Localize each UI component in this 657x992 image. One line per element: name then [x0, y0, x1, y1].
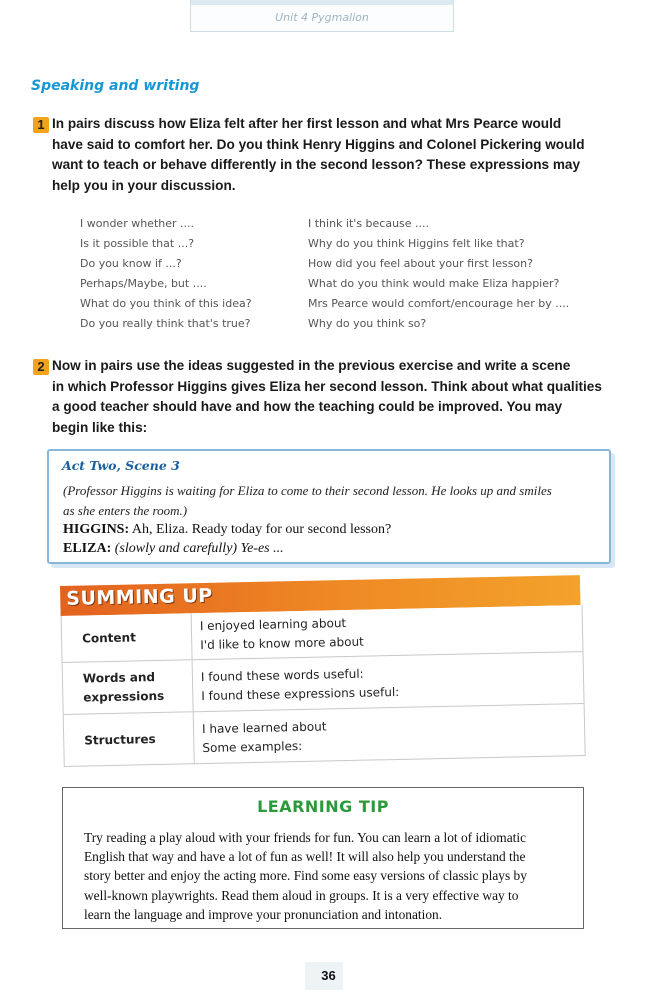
exercise-1-instructions [52, 114, 622, 196]
higgins-line [63, 522, 391, 538]
expression: How did you feel about your first lesson? [308, 257, 533, 270]
summing-up-panel [60, 575, 584, 768]
summing-row-structures [64, 703, 585, 767]
tip-line: learn the language and improve your pronunciation and intonation. [84, 906, 443, 922]
eliza-line [63, 541, 284, 557]
eliza-direction: (slowly and carefully) [114, 541, 238, 556]
row-items [201, 664, 400, 706]
expression: Mrs Pearce would comfort/encourage her by .... [308, 297, 570, 310]
summing-up-title: SUMMING UP [66, 584, 213, 610]
instruction-line: Now in pairs use the ideas suggested in the previous exercise and write a scene [52, 358, 571, 373]
instruction-line: in which Professor Higgins gives Eliza her second lesson. Think about what qualities [52, 378, 602, 394]
summing-up-table [61, 605, 586, 767]
expression: Do you know if ...? [80, 257, 182, 270]
tip-line: English that way and have a lot of fun as well! It will also help you understand the [84, 849, 526, 865]
row-items [200, 614, 364, 655]
dialogue-text: Ye-es ... [240, 541, 284, 556]
row-item: I'd like to know more about [200, 634, 364, 653]
header-bar [191, 0, 453, 5]
dialogue-text: Ah, Eliza. Ready today for our second lesson? [131, 522, 392, 537]
instruction-line: want to teach or behave differently in the second lesson? These expressions may [52, 157, 581, 172]
instruction-line: have said to comfort her. Do you think Henry Higgins and Colonel Pickering would [52, 136, 585, 152]
row-label-text: Words and [82, 670, 156, 686]
tip-line: well-known playwrights. Read them aloud in groups. It is a very effective way to [84, 887, 519, 903]
expression: Do you really think that's true? [80, 317, 251, 330]
stage-direction [63, 481, 603, 521]
exercise-2-instructions [52, 356, 622, 438]
row-item: I enjoyed learning about [199, 616, 347, 634]
learning-tip-title: LEARNING TIP [257, 797, 389, 816]
scene-title: Act Two, Scene 3 [62, 458, 180, 473]
row-items [202, 717, 327, 758]
row-label-text: Structures [84, 731, 156, 748]
row-item: I found these expressions useful: [201, 684, 400, 704]
learning-tip-text [84, 828, 569, 924]
instruction-line: In pairs discuss how Eliza felt after her first lesson and what Mrs Pearce would [52, 116, 562, 131]
row-label [62, 613, 193, 662]
scene-box [47, 449, 611, 564]
row-item: I found these words useful: [200, 666, 364, 685]
stage-line: (Professor Higgins is waiting for Eliza to come to their second lesson. He looks up and smiles [63, 483, 552, 498]
expression: Perhaps/Maybe, but .... [80, 277, 207, 290]
instruction-line: help you in your discussion. [52, 177, 236, 193]
speaker-eliza: ELIZA: [63, 541, 112, 556]
section-title: Speaking and writing [31, 78, 200, 94]
expression: What do you think of this idea? [80, 297, 252, 310]
row-item: I have learned about [201, 719, 327, 737]
unit-header [190, 0, 454, 32]
page-number: 36 [321, 968, 336, 983]
instruction-line: a good teacher should have and how the teaching could be improved. You may [52, 399, 563, 414]
expression: I wonder whether .... [80, 217, 195, 230]
stage-line: as she enters the room.) [63, 503, 188, 518]
speaker-higgins: HIGGINS: [63, 522, 130, 537]
tip-line: story better and enjoy the acting more. Find some easy versions of classic plays by [84, 868, 527, 884]
expression: Why do you think so? [308, 317, 427, 330]
row-item: Some examples: [202, 738, 303, 756]
learning-tip-box [62, 787, 584, 929]
tip-line: Try reading a play aloud with your friends for fun. You can learn a lot of idiomatic [84, 830, 527, 845]
row-label-text: Content [81, 629, 136, 646]
row-label [64, 712, 195, 767]
expressions-right [308, 214, 569, 334]
expression: Is it possible that ...? [80, 237, 195, 250]
expression: Why do you think Higgins felt like that? [308, 237, 525, 250]
instruction-line: begin like this: [52, 419, 148, 435]
exercise-1-number: 1 [33, 117, 49, 133]
exercise-2-number: 2 [33, 359, 49, 375]
expression: I think it's because .... [308, 217, 430, 230]
row-label [63, 660, 194, 715]
expression: What do you think would make Eliza happier? [308, 277, 560, 290]
unit-title: Unit 4 Pygmalion [275, 11, 369, 24]
expressions-left [80, 214, 252, 334]
row-label-text: expressions [83, 688, 165, 705]
